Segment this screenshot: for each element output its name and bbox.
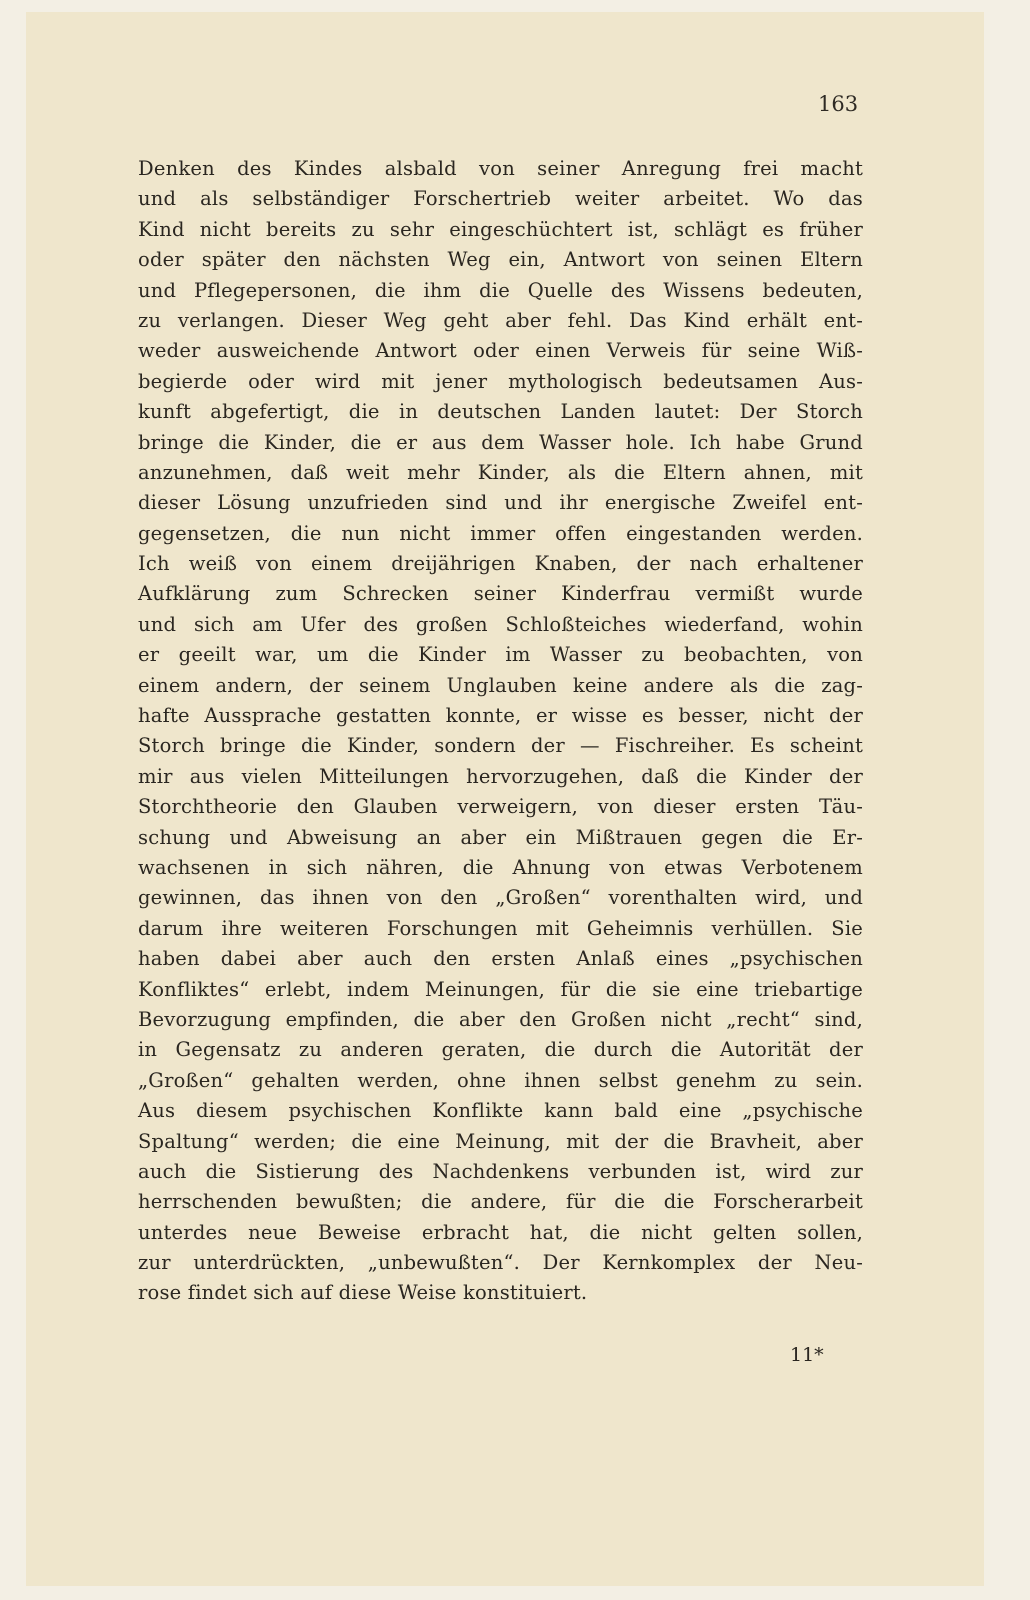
text-line: er geeilt war, um die Kinder im Wasser zu beobachten, von [138, 643, 863, 667]
text-line: wachsenen in sich nähren, die Ahnung von etwas Verbotenem [138, 855, 863, 879]
text-line: bringe die Kinder, die er aus dem Wasser hole. Ich habe Grund [138, 430, 863, 454]
text-line: gewinnen, das ihnen von den „Großen“ vorenthalten wird, und [138, 886, 863, 910]
text-line: Storch bringe die Kinder, sondern der — Fischreiher. Es scheint [138, 734, 863, 758]
text-line: Bevorzugung empfinden, die aber den Großen nicht „recht“ sind, [138, 1007, 863, 1031]
text-line: in Gegensatz zu anderen geraten, die durch die Autorität der [138, 1038, 863, 1062]
text-line: auch die Sistierung des Nachdenkens verbunden ist, wird zur [138, 1159, 863, 1183]
text-line: rose findet sich auf diese Weise konstituiert. [138, 1281, 588, 1305]
text-line: mir aus vielen Mitteilungen hervorzugehen, daß die Kinder der [138, 764, 863, 788]
text-line: Spaltung“ werden; die eine Meinung, mit der die Bravheit, aber [138, 1129, 863, 1153]
text-line: Konfliktes“ erlebt, indem Meinungen, für die sie eine triebartige [138, 977, 863, 1001]
text-line: Ich weiß von einem dreijährigen Knaben, der nach erhaltener [138, 552, 863, 576]
text-line: herrschenden bewußten; die andere, für die die Forscherarbeit [138, 1190, 863, 1214]
text-line: und als selbständiger Forschertrieb weiter arbeitet. Wo das [138, 187, 863, 211]
text-line: und Pflegepersonen, die ihm die Quelle des Wissens bedeuten, [138, 278, 863, 302]
text-line: und sich am Ufer des großen Schloßteiches wiederfand, wohin [138, 612, 863, 636]
text-line: Aufklärung zum Schrecken seiner Kinderfrau vermißt wurde [138, 582, 863, 606]
text-line: „Großen“ gehalten werden, ohne ihnen selbst genehm zu sein. [138, 1068, 863, 1092]
text-line: anzunehmen, daß weit mehr Kinder, als die Eltern ahnen, mit [138, 460, 863, 484]
text-line: Storchtheorie den Glauben verweigern, von dieser ersten Täu- [138, 795, 863, 819]
text-line: unterdes neue Beweise erbracht hat, die nicht gelten sollen, [138, 1220, 863, 1244]
text-line: zur unterdrückten, „unbewußten“. Der Kernkomplex der Neu- [138, 1251, 863, 1275]
text-line: gegensetzen, die nun nicht immer offen eingestanden werden. [138, 521, 863, 545]
text-line: Kind nicht bereits zu sehr eingeschüchtert ist, schlägt es früher [138, 217, 863, 241]
text-line: Denken des Kindes alsbald von seiner Anregung frei macht [138, 157, 863, 180]
text-line: darum ihre weiteren Forschungen mit Geheimnis verhüllen. Sie [138, 916, 863, 940]
text-line: haben dabei aber auch den ersten Anlaß eines „psychischen [138, 947, 863, 971]
text-line: zu verlangen. Dieser Weg geht aber fehl. Das Kind erhält ent- [138, 308, 863, 332]
text-line: begierde oder wird mit jener mythologisch bedeutsamen Aus- [138, 369, 863, 393]
text-line: weder ausweichende Antwort oder einen Verweis für seine Wiß- [138, 339, 863, 363]
text-line: dieser Lösung unzufrieden sind und ihr energische Zweifel ent- [138, 491, 863, 515]
text-line: schung und Abweisung an aber ein Mißtrauen gegen die Er- [138, 825, 863, 849]
signature-mark: 11* [790, 1344, 824, 1366]
text-line: kunft abgefertigt, die in deutschen Landen lautet: Der Storch [138, 400, 863, 424]
page-number: 163 [818, 92, 859, 116]
text-line: Aus diesem psychischen Konflikte kann bald eine „psychische [138, 1099, 863, 1123]
text-line: einem andern, der seinem Unglauben keine andere als die zag- [138, 673, 863, 697]
body-text [138, 154, 863, 1309]
text-line: oder später den nächsten Weg ein, Antwort von seinen Eltern [138, 248, 863, 272]
text-line: hafte Aussprache gestatten konnte, er wisse es besser, nicht der [138, 704, 863, 728]
